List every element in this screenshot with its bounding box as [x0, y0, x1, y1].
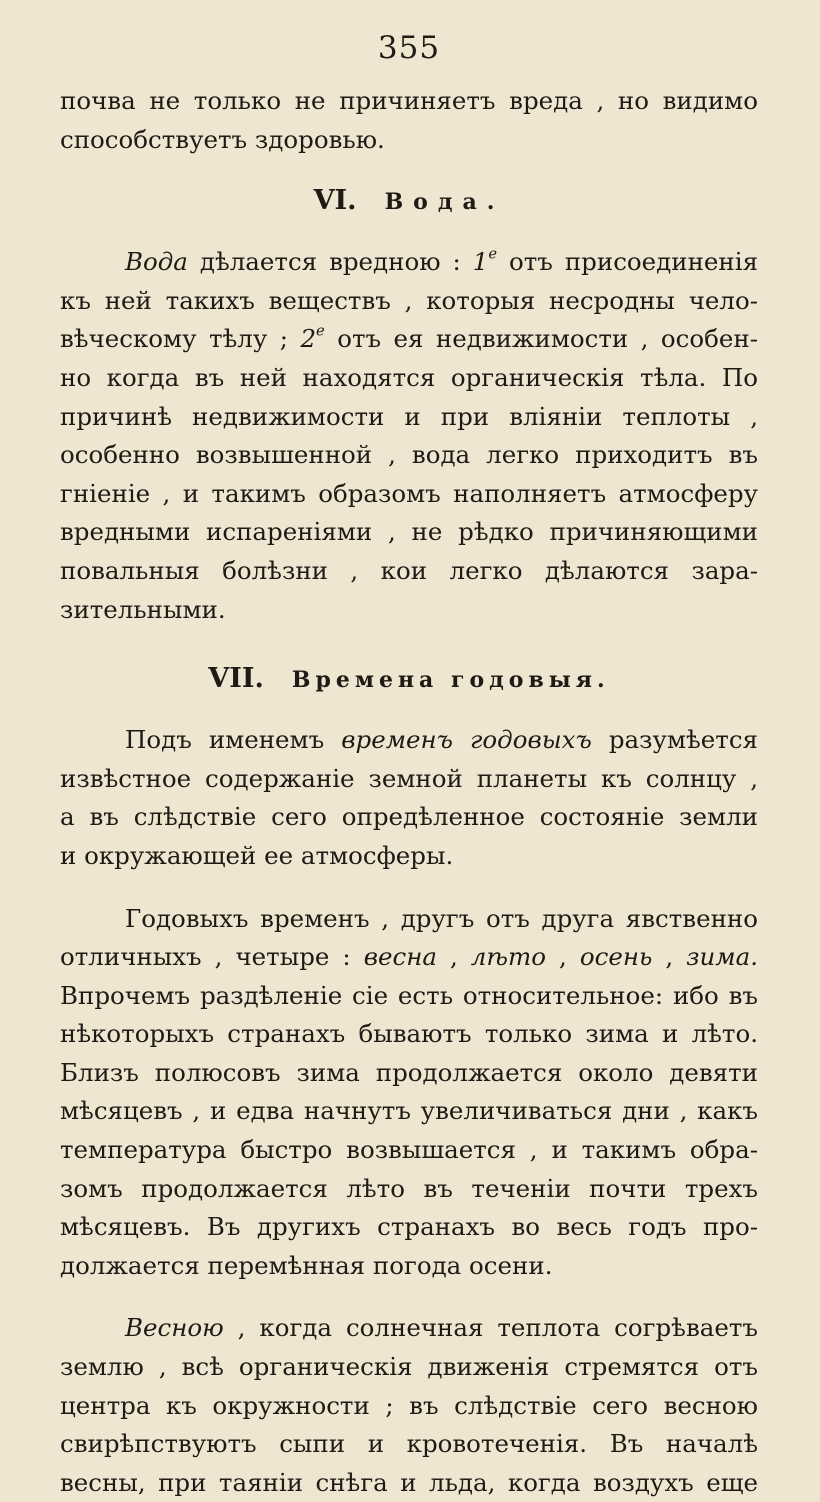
section-heading-vi: [60, 181, 758, 221]
page-number: 355: [377, 30, 441, 66]
section-title: Времена годовыя.: [291, 667, 610, 694]
ordinal: [473, 247, 497, 276]
text-line: нѣкоторыхъ странахъ бываютъ только зима и лѣто.: [60, 1019, 758, 1049]
intro-paragraph: [60, 82, 758, 159]
text-line: весны, при таяніи снѣга и льда, когда воздухъ еще: [60, 1467, 758, 1497]
ordinal-number: 1: [472, 247, 489, 277]
spring-paragraph: [60, 1309, 758, 1502]
text-line: и окружающей ее атмосферы.: [60, 840, 454, 870]
season-summer: лѣто: [470, 942, 546, 972]
section-heading-vii: [60, 659, 758, 699]
text-line: а въ слѣдствіе сего опредѣленное состояніе земли: [60, 802, 758, 832]
ordinal-suffix: е: [316, 322, 325, 340]
text-line: [60, 1309, 758, 1348]
text-run: дѣлается вредною :: [199, 247, 461, 277]
text-line: повальныя болѣзни , кои легко дѣлаются зара-: [60, 555, 758, 585]
text-line: свирѣпствуютъ сыпи и кровотеченія. Въ началѣ: [60, 1429, 758, 1459]
text-run: вѣческому тѣлу ;: [60, 324, 288, 354]
text-line: къ ней такихъ веществъ , которыя несродны чело-: [60, 285, 758, 315]
text-run: отъ ея недвижимости , особен-: [337, 324, 758, 354]
text-line: вредными испареніями , не рѣдко причиняющими: [60, 517, 758, 547]
ordinal-number: 2: [300, 324, 317, 354]
italic-term: Вода: [125, 247, 188, 277]
text-run: разумѣется: [608, 725, 759, 755]
text-line: мѣсяцевъ. Въ другихъ странахъ во весь годъ про-: [60, 1212, 758, 1242]
text-line: центра къ окружности ; въ слѣдствіе сего весною: [60, 1390, 758, 1420]
text-line: почва не только не причиняетъ вреда , но видимо: [60, 86, 758, 115]
text-line: но когда въ ней находятся органическія тѣла. По: [60, 362, 758, 392]
text-line: температура быстро возвышается , и такимъ обра-: [60, 1135, 758, 1165]
text-line: зительными.: [60, 594, 226, 624]
season-winter: зима.: [686, 942, 758, 972]
italic-term: временъ годовыхъ: [341, 725, 592, 755]
ordinal-suffix: е: [488, 245, 498, 263]
season-spring: весна: [363, 942, 437, 972]
text-line: Впрочемъ раздѣленіе сіе есть относительное: ибо въ: [60, 980, 758, 1010]
ordinal: [300, 324, 324, 353]
text-line: [60, 243, 758, 282]
text-run: , когда солнечная теплота согрѣваетъ: [237, 1313, 758, 1343]
italic-term: Весною: [125, 1313, 224, 1343]
text-line: способствуетъ здоровью.: [60, 124, 385, 154]
text-line: зомъ продолжается лѣто въ теченіи почти трехъ: [60, 1173, 758, 1203]
text-line: особенно возвышенной , вода легко приходитъ въ: [60, 440, 758, 470]
text-run: Подъ именемъ: [125, 725, 325, 755]
water-paragraph: [60, 243, 758, 629]
section-numeral: VI.: [313, 185, 357, 217]
text-line: [60, 721, 758, 760]
text-line: [60, 320, 758, 359]
season-autumn: осень: [579, 942, 653, 972]
seasons-definition-paragraph: [60, 721, 758, 875]
text-run: отъ присоединенія: [509, 247, 759, 277]
four-seasons-paragraph: [60, 900, 758, 1286]
text-line: мѣсяцевъ , и едва начнутъ увеличиваться дни , какъ: [60, 1096, 758, 1126]
text-run: отличныхъ , четыре :: [60, 942, 351, 972]
text-line: отличныхъ , четыре : весна , лѣто , осень , зима.: [60, 942, 758, 972]
section-title: Вода.: [384, 189, 505, 216]
text-line: должается перемѣнная погода осени.: [60, 1250, 553, 1280]
text-line: причинѣ недвижимости и при вліяніи теплоты ,: [60, 401, 758, 431]
text-line: Годовыхъ временъ , другъ отъ друга явственно: [125, 903, 758, 933]
text-line: землю , всѣ органическія движенія стремятся отъ: [60, 1352, 758, 1382]
text-line: гніеніе , и такимъ образомъ наполняетъ атмосферу: [60, 478, 758, 508]
text-line: Близъ полюсовъ зима продолжается около девяти: [60, 1057, 758, 1087]
section-numeral: VII.: [208, 663, 264, 695]
text-line: извѣстное содержаніе земной планеты къ солнцу ,: [60, 763, 758, 793]
